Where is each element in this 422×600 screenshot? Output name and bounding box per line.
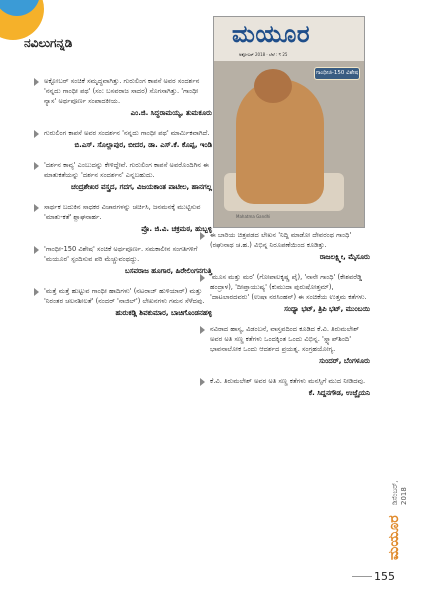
letter-item [200,230,370,262]
letter-signature: ಎಂ.ಜಿ. ಸಿದ್ಧರಾಮಯ್ಯ, ತುಮಕೂರು [130,109,212,117]
bullet-arrow-icon [200,378,205,386]
letter-signature: ಸುಂದರ್, ಬೆಂಗಳೂರು [319,357,370,365]
letter-body: 'ಗಾಂಧೀ-150 ವಿಶೇಷ' ಸಂಚಿಕೆ ಅರ್ಥಪೂರ್ಣ. ಸಮಕಾಲೀನ ಸಂಗತಿಗಳಿಗೆ 'ಮಯೂರ' ಸ್ಪಂದಿಸುವ ಪರಿ ಮೆಚ್ಚುವಂಥದ್ದು. [44,245,198,263]
cover-masthead: ಮಯೂರ [232,20,311,48]
letters-column-left [34,76,212,328]
page-rule [352,576,372,577]
letter-signature: ರಾಜಲಕ್ಷ್ಮೀ, ಮೈಸೂರು [319,253,370,261]
letter-signature: ಕೆ. ಸಿದ್ದನಗೌಡ, ಉಜ್ಜೈಯನಿ [308,389,370,397]
bullet-arrow-icon [34,288,39,296]
cover-badge: ಗಾಂಧೀಜಿ-150 ವಿಶೇಷ [314,67,360,80]
letter-item [34,286,212,318]
letter-item [34,202,212,234]
letter-body: 'ಮತ್ತೆ ಮತ್ತೆ ಹುಟ್ಟುವ ಗಾಂಧೀ ಹಾದಿಗಳು' (ನಟರಾಜ್ ಹುಳಿಯಾರ್) ಮತ್ತು 'ನಿರಂತರ ಚಲನಶೀಲತೆ' (ನಂದರ್ 'ನಾಜಿಲ್') ಲೇಖನಗಳು ಗಮನ ಸೆಳೆದವು. [44,287,205,305]
letter-signature: ಸಂಧ್ಯಾ ಭಟ್, ತ್ರಿಪಿ ಭಟ್, ಮುಂಬಯಿ [284,305,370,313]
bullet-arrow-icon [34,246,39,254]
magazine-cover [213,16,365,228]
letter-item [200,376,370,398]
letter-signature: ಹುರುಕಡ್ಲಿ ಶಿವಕುಮಾರ, ಬಾಚಿಗೊಂಡನಹಳ್ಳಿ [115,309,212,317]
bullet-arrow-icon [34,204,39,212]
letter-body: ನವಿರಾದ ಹಾಸ್ಯ, ವಿಡಂಬನೆ, ವಾಸ್ತವದಿಂದ ಕೂಡಿದ ಕೆ.ವಿ. ತಿರುಮಲೇಶ್ ಅವರ ಅತಿ ಸಣ್ಣ ಕತೆಗಳು ಒಂದಕ್ಕಿಂತ ಒಂದು ವಿಭಿನ್ನ. 'ಸ್ನ್ಯಾಪ್‌ಶಿಂದಿ' ಭಾವನಾಲೋಕ ಒಂದು ಆದರ್ಶದ ಪ್ರಯತ್ನ. ಸಂಗ್ರಹಯೋಗ್ಯ. [210,325,360,353]
side-masthead: ಮಯೂರ [386,515,402,560]
letter-item [34,128,212,150]
letter-body: ಈ ಬಾರಿಯ ಚಿತ್ರಪಡದ ಲೇಖನ 'ನಿದ್ದಿ ಮಾಡೋ ದೇವರಂಥ ಗಾಂಧಿ' (ರಘುನಾಥ ಚ.ಹ.) ವಿಭಿನ್ನ ನಿರೂಪಣೆಯಿಂದ ಕೂಡಿತ್ತು. [210,231,352,249]
bullet-arrow-icon [34,162,39,170]
letter-item [34,76,212,118]
letters-column-right [200,230,370,408]
letter-signature: ಬಸವರಾಜ ಹೂಗಾರ, ಹಿರೇಲಿಂಗನಗುತ್ತಿ [124,267,212,275]
letter-item [200,324,370,366]
bullet-arrow-icon [34,130,39,138]
letter-body: ಕೆ.ವಿ. ತಿರುಮಲೇಶ್ ಅವರ ಅತಿ ಸಣ್ಣ ಕತೆಗಳು ಮನಸ್ಸಿಗೆ ಮುದ ನೀಡಿದವು. [210,377,366,385]
bullet-arrow-icon [200,232,205,240]
letter-item [200,272,370,314]
letter-body: ಗುರುಲಿಂಗ ಕಾಪಸೆ ಅವರ ಸಂದರ್ಶನ 'ನನ್ನದು ಗಾಂಧೀ ಪಥ' ಮಾರ್ಮಿಕವಾಗಿದೆ. [44,129,210,137]
letter-body: ಅಕ್ಟೋಬರ್ ಸಂಚಿಕೆ ಸಮೃದ್ಧವಾಗಿತ್ತು. ಗುರುಲಿಂಗ ಕಾಪಸೆ ಅವರ ಸಂದರ್ಶನ 'ನನ್ನದು ಗಾಂಧೀ ಪಥ' (ಸಂ: ಬಸವರಾಜ ಸಾದರ) ಸೊಗಸಾಗಿತ್ತು. 'ಗಾಂಧೀ ನ್ಯಾಸ' ಅರ್ಥಪೂರ್ಣ ಸಂಪಾದಕೀಯ. [44,77,200,105]
letter-body: 'ಮೂಸ ಮತ್ತು ಮರ' (ಗೋಪಾಲಕೃಷ್ಣ ಪೈ), 'ನಾನೇ ಗಾಂಧಿ' (ಕೇಶವರೆಡ್ಡಿ ಹಂದ್ರಾಳ), 'ದೀಪ್ತಾಯುಷ್ಯ' (ಕುಮುದಾ ಪುರುಷೋತ್ತಮ್), 'ದಾಟಲಾರದವರು' (ಉಷಾ ನರಸಿಂಹನ್) ಈ ಸಂಚಿಕೆಯ ಉತ್ತಮ ಕತೆಗಳು. [210,273,367,301]
letter-body: ಸಾರ್ಥಕ ಬದುಕಿನ ಸಾಧಕರ ವಿಚಾರಗಳನ್ನು ಚರ್ಚಿಸಿ, ಜನಮನಕ್ಕೆ ಮುಟ್ಟಿಸುವ 'ಮಾತು-ಕತೆ' ಶ್ಲಾಘನಾರ್ಹ. [44,203,201,221]
bullet-arrow-icon [200,326,205,334]
letter-item [34,244,212,276]
letter-item [34,160,212,192]
side-issue-date: ಡಿಸೆಂಬರ್, 2018 [391,480,408,505]
cover-figure-head [254,69,292,103]
bullet-arrow-icon [200,274,205,282]
letter-signature: ಬಿ.ಎಸ್. ಸೊಲ್ಲಾಪುರ, ಬೀದರ, ಡಾ. ಎಸ್.ಕೆ. ಕೊಪ್ಪ, ಇಂಡಿ [74,141,212,149]
letter-body: 'ದರ್ಶನ ಕಾವ್ಯ' ಎಂಬುದನ್ನು ಕೇಳಿದ್ದೇವೆ. ಗುರುಲಿಂಗ ಕಾಪಸೆ ಅವರೊಂದಿಗಿನ ಈ ಮಾತುಕತೆಯನ್ನು 'ದರ್ಶನ ಸಂದರ್ಶನ' ಎನ್ನಬಹುದು. [44,161,209,179]
bullet-arrow-icon [34,78,39,86]
letter-signature: ಚಂದ್ರಶೇಖರ ವಸ್ತ್ರದ, ಗದಗ, ವಿಜಯಕಾಂತ ಪಾಟೀಲ, ಹಾನಗಲ್ಲ [70,183,212,191]
letter-signature: ಪ್ರೊ. ಜಿ.ವಿ. ಚಕ್ರಮಠ, ಹುಬ್ಬಳ್ಳಿ [141,225,212,233]
cover-signature: Mahatma Gandhi [236,214,271,219]
column-title: ನವಿಲುಗನ್ನಡಿ [24,36,73,50]
cover-issue-line: ಅಕ್ಟೋಬರ್ 2018 · ಬೆಲೆ : ₹ 25 [239,52,288,57]
page-number: 155 [374,570,395,583]
